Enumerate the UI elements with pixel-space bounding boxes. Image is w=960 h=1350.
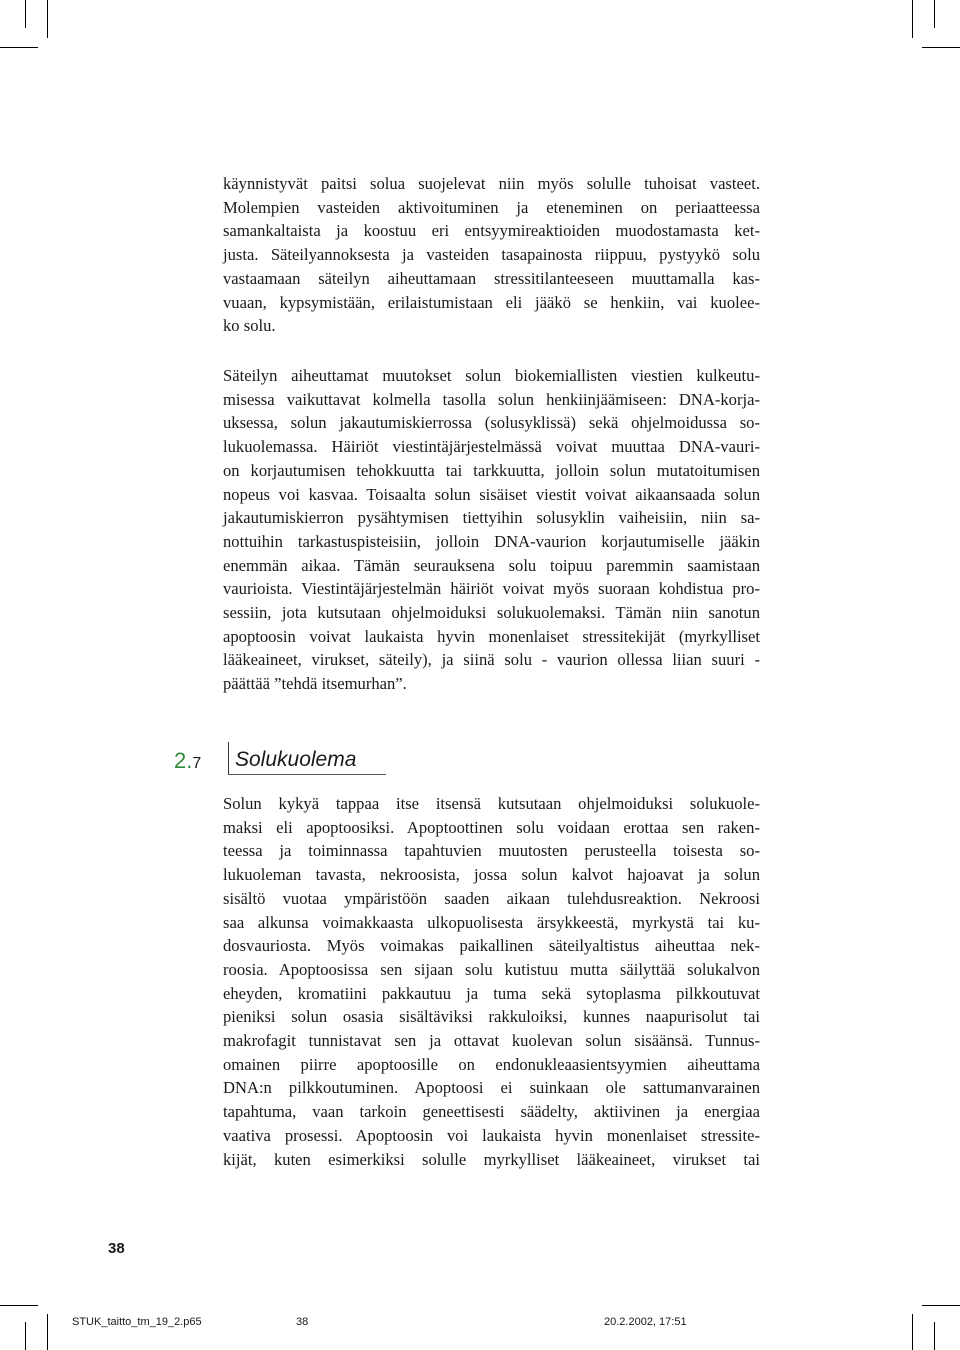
text-line: pieniksi solun osasia sisältäviksi rakkuloiksi, kunnes naapurisolut tai bbox=[223, 1007, 760, 1027]
section-heading bbox=[170, 742, 390, 778]
text-line: samankaltaista ja koostuu eri entsyymireaktioiden muodostamasta ket- bbox=[223, 221, 760, 241]
text-line: päättää ”tehdä itsemurhan”. bbox=[223, 674, 407, 694]
text-line: sisältö vuotaa ympäristöön saaden aikaan tulehdusreaktion. Nekroosi bbox=[223, 888, 760, 908]
paragraph-1 bbox=[223, 172, 760, 338]
crop-mark-bottom-left-h bbox=[0, 1305, 38, 1306]
text-line: lääkeaineet, virukset, säteily), ja siinä solu - vaurion ollessa liian suuri - bbox=[223, 650, 760, 670]
paragraph-2 bbox=[223, 364, 760, 696]
text-line: DNA:n pilkkoutuminen. Apoptoosi ei suinkaan ole sattumanvarainen bbox=[223, 1078, 760, 1098]
crop-mark-top-left-v bbox=[47, 0, 48, 38]
crop-mark-bottom-right-v2 bbox=[934, 1322, 935, 1350]
crop-mark-bottom-left-v2 bbox=[25, 1322, 26, 1350]
text-line: on korjautumisen tehokkuutta tai tarkkuutta, jolloin solun mutatoitumisen bbox=[223, 460, 760, 480]
crop-mark-top-right-v2 bbox=[934, 0, 935, 28]
text-line: Solun kykyä tappaa itse itsensä kutsutaan ohjelmoiduksi solukuole- bbox=[223, 794, 760, 813]
section-number-main: 2. bbox=[174, 748, 193, 773]
text-line: vaativa prosessi. Apoptoosin voi laukaista hyvin monenlaiset stressite- bbox=[223, 1125, 760, 1145]
text-line: vastaamaan säteilyn aiheuttamaan stressitilanteeseen muuttamalla kas- bbox=[223, 268, 760, 288]
text-line: vuaan, kypsymistään, erilaistumistaan eli jääkö se henkiin, vai kuolee- bbox=[223, 292, 760, 312]
text-line: lukuolemassa. Häiriöt viestintäjärjestelmässä voivat muuttaa DNA-vauri- bbox=[223, 437, 760, 457]
text-line: omainen piirre apoptoosille on endonukleaasientsyymien aiheuttama bbox=[223, 1054, 760, 1074]
crop-mark-bottom-right-v bbox=[912, 1314, 913, 1350]
page-number: 38 bbox=[108, 1240, 125, 1257]
text-line: roosia. Apoptoosissa sen sijaan solu kutistuu mutta säilyttää solukalvon bbox=[223, 959, 760, 979]
text-line: dosvauriosta. Myös voimakas paikallinen säteilyaltistus aiheuttaa nek- bbox=[223, 936, 760, 956]
paragraph-3 bbox=[223, 792, 760, 1171]
slug-file: STUK_taitto_tm_19_2.p65 bbox=[72, 1316, 202, 1328]
text-line: vaurioista. Viestintäjärjestelmän häiriöt voivat myös suoraan kohdistua pro- bbox=[223, 579, 760, 599]
text-line: nopeus voi kasvaa. Toisaalta solun sisäiset viestit voivat aikaansaada solun bbox=[223, 484, 760, 504]
section-title: Solukuolema bbox=[235, 748, 357, 771]
slug-timestamp: 20.2.2002, 17:51 bbox=[604, 1316, 687, 1328]
text-line: misessa vaikuttavat kolmella tasolla solun henkiinjäämiseen: DNA-korja- bbox=[223, 389, 760, 409]
crop-mark-top-left-v2 bbox=[25, 0, 26, 28]
text-line: apoptoosin voivat laukaista hyvin monenlaiset stressitekijät (myrkylliset bbox=[223, 626, 760, 646]
text-line: tapahtuma, vaan tarkoin geneettisesti säädelty, aktiivinen ja energiaa bbox=[223, 1102, 760, 1122]
crop-mark-bottom-right-h bbox=[922, 1305, 960, 1306]
text-line: sessiin, jota kutsutaan ohjelmoiduksi solukuolemaksi. Tämän niin sanotun bbox=[223, 603, 760, 623]
section-divider bbox=[228, 742, 229, 774]
text-line: lukuoleman tavasta, nekroosista, jossa solun kalvot hajoavat ja solun bbox=[223, 865, 760, 885]
crop-mark-top-right-v bbox=[912, 0, 913, 38]
text-line: teessa ja toiminnassa tapahtuvien muutosten perusteella toisesta so- bbox=[223, 841, 760, 861]
text-line: maksi eli apoptoosiksi. Apoptoottinen solu voidaan erottaa sen raken- bbox=[223, 817, 760, 837]
crop-mark-top-right-h bbox=[922, 47, 960, 48]
text-line: jakautumiskierron pysähtymisen tiettyihin solusyklin vaiheisiin, niin sa- bbox=[223, 508, 760, 528]
text-line: kijät, kuten esimerkiksi solulle myrkylliset lääkeaineet, virukset tai bbox=[223, 1149, 760, 1169]
text-line: eheyden, kromatiini pakkautuu ja tuma sekä sytoplasma pilkkoutuvat bbox=[223, 983, 760, 1003]
text-line: nottuihin tarkastuspisteisiin, jolloin DNA-vaurion korjautumiselle jääkin bbox=[223, 531, 760, 551]
text-line: ko solu. bbox=[223, 316, 276, 336]
text-line: uksessa, solun jakautumiskierrossa (solusyklissä) sekä ohjelmoidussa so- bbox=[223, 413, 760, 433]
crop-mark-top-left-h bbox=[0, 47, 38, 48]
text-line: enemmän aikaa. Tämän seurauksena solu toipuu paremmin saamistaan bbox=[223, 555, 760, 575]
section-number bbox=[174, 748, 201, 774]
section-underline bbox=[228, 774, 386, 775]
section-number-sub: 7 bbox=[192, 755, 202, 772]
text-line: saa alkunsa voimakkaasta ulkopuolisesta ärsykkeestä, myrkystä tai ku- bbox=[223, 912, 760, 932]
text-line: justa. Säteilyannoksesta ja vasteiden tasapainosta riippuu, pystyykö solu bbox=[223, 245, 760, 265]
text-line: Molempien vasteiden aktivoituminen ja eteneminen on periaatteessa bbox=[223, 197, 760, 217]
text-line: Säteilyn aiheuttamat muutokset solun biokemiallisten viestien kulkeutu- bbox=[223, 366, 760, 385]
crop-mark-bottom-left-v bbox=[47, 1314, 48, 1350]
slug-page: 38 bbox=[296, 1316, 309, 1328]
text-line: käynnistyvät paitsi solua suojelevat niin myös solulle tuhoisat vasteet. bbox=[223, 174, 760, 193]
text-line: makrofagit tunnistavat sen ja ottavat kuolevan solun sisäänsä. Tunnus- bbox=[223, 1031, 760, 1051]
